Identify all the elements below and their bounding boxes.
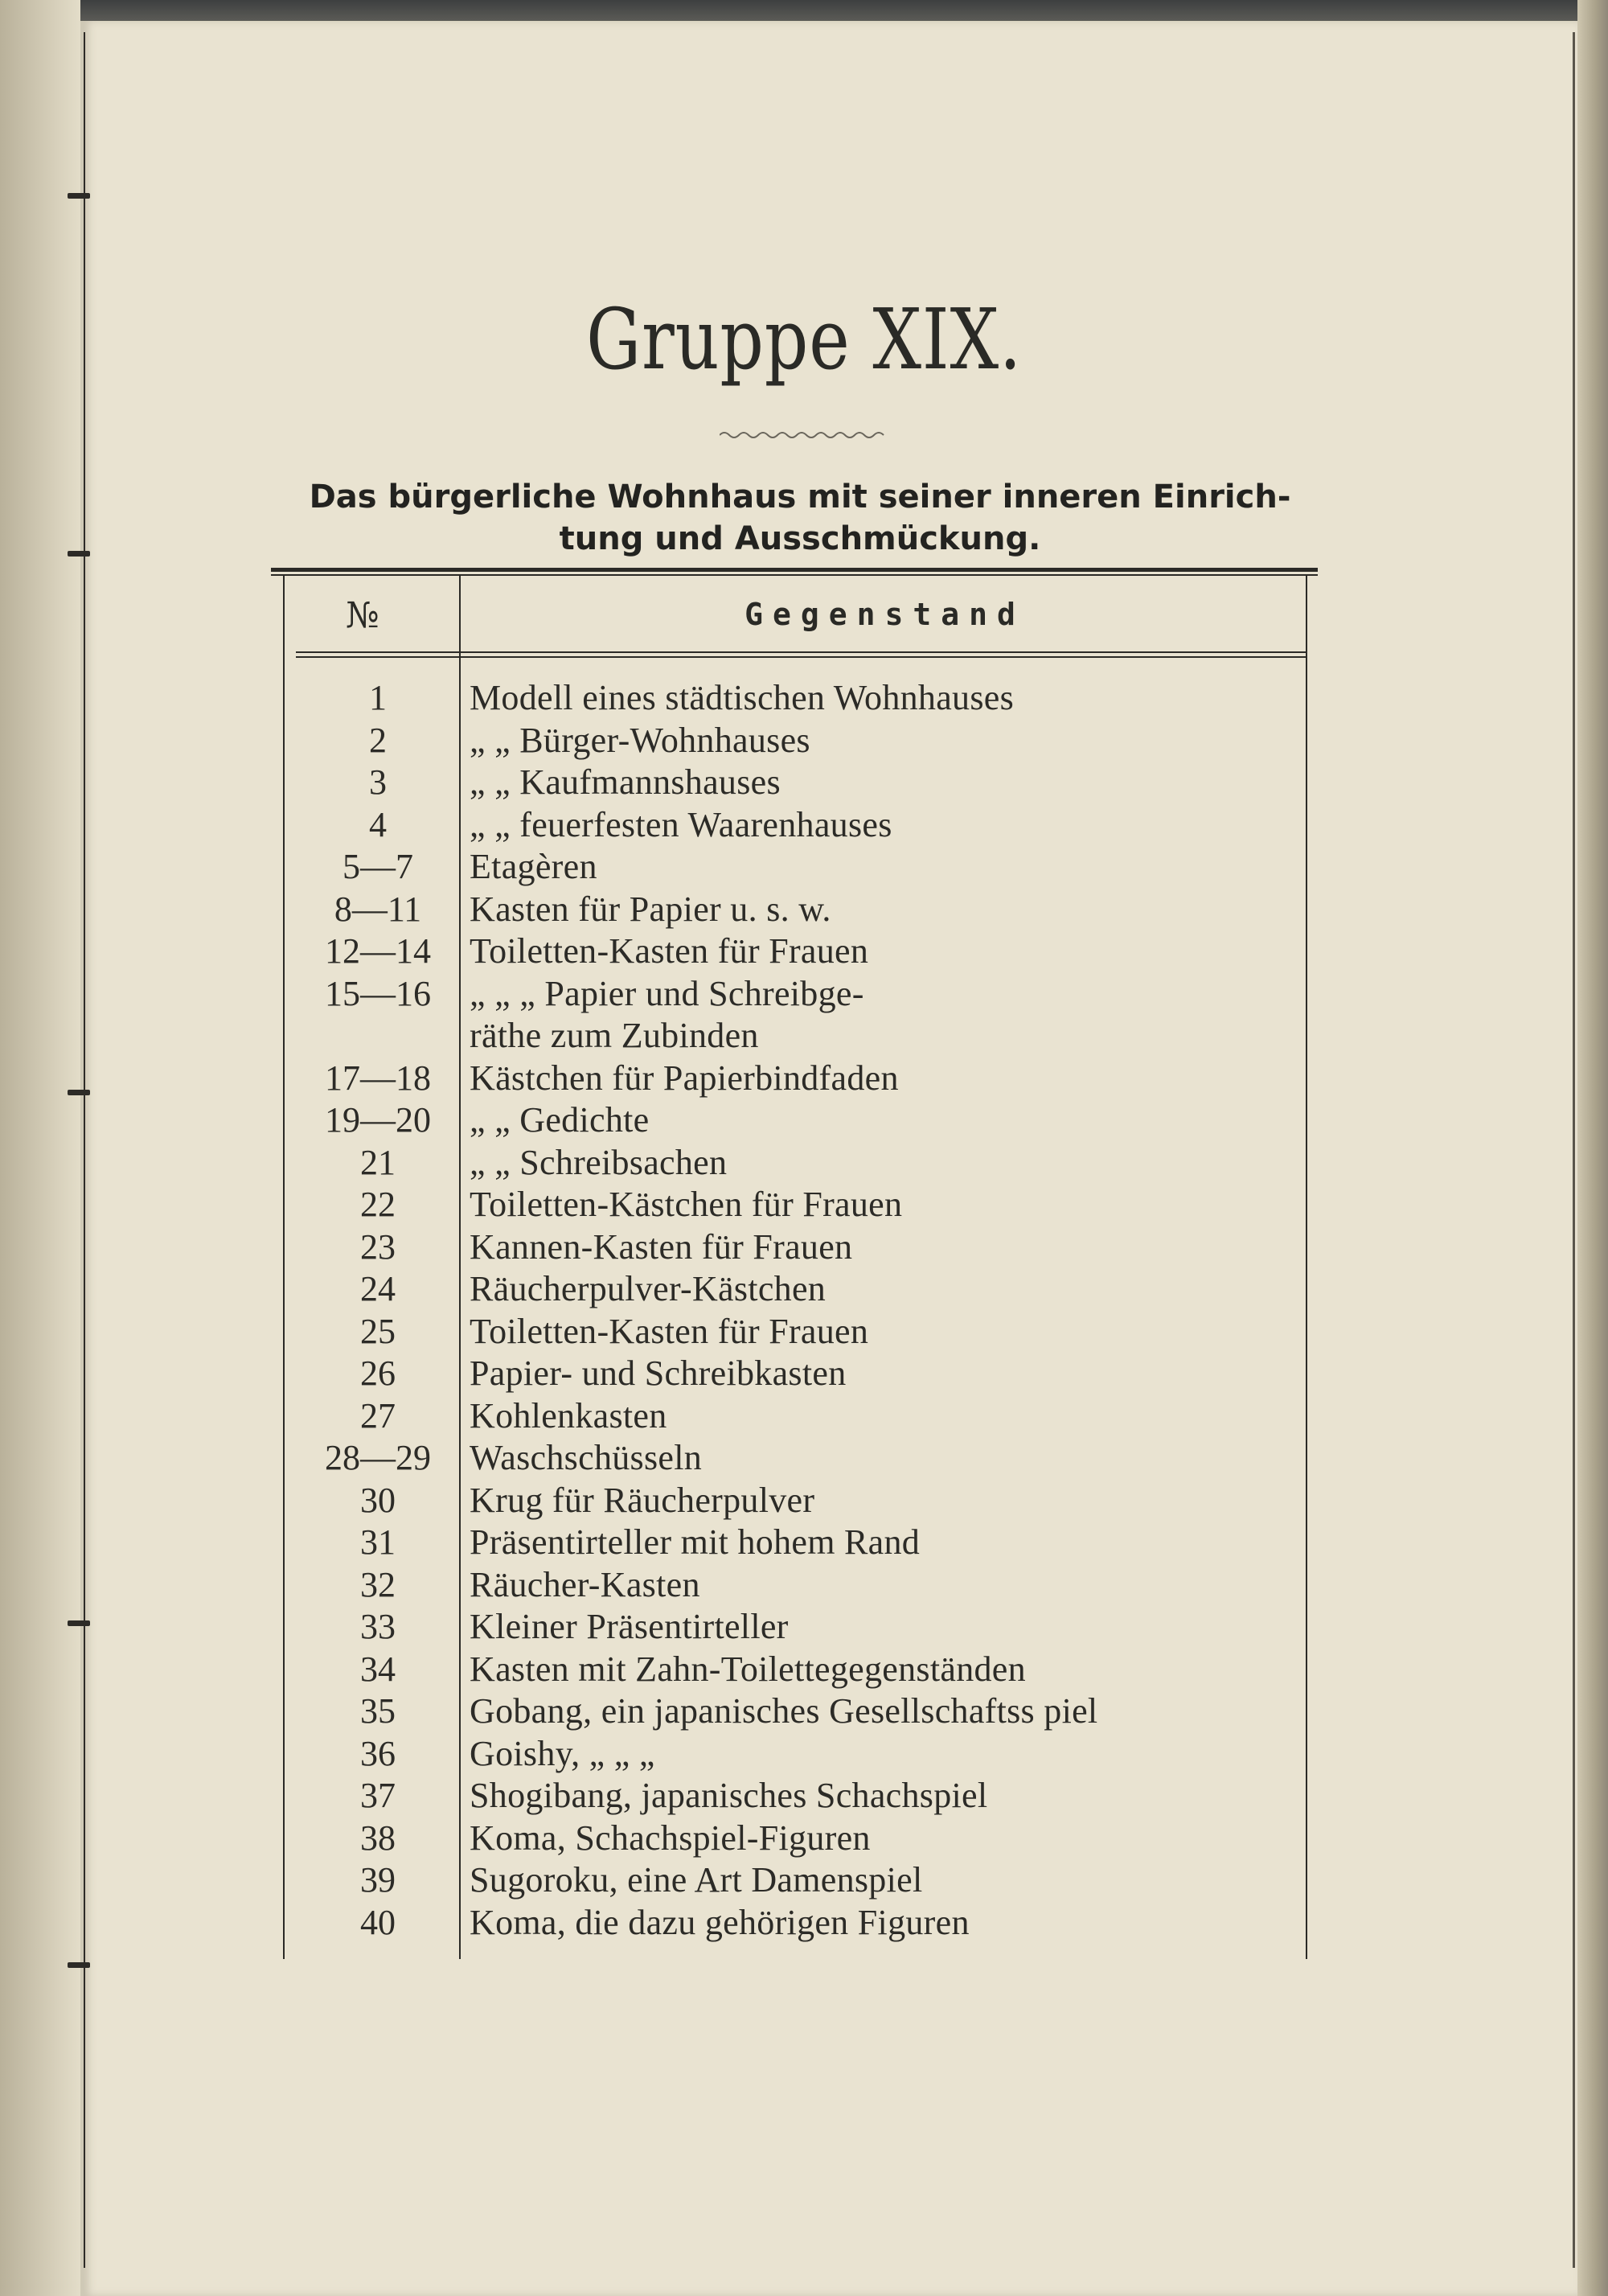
item-number: 34 [360, 1649, 396, 1689]
item-description [458, 846, 1311, 889]
item-description-line: Krug für Räucherpulver [470, 1480, 815, 1520]
table-row [297, 1395, 1311, 1438]
item-description [458, 677, 1311, 720]
item-description [458, 1859, 1311, 1902]
table-row [297, 1649, 1311, 1691]
table-row [297, 1099, 1311, 1142]
scan-top-edge [0, 0, 1608, 21]
item-number: 40 [360, 1902, 396, 1942]
table-row [297, 1184, 1311, 1226]
item-description [458, 1733, 1311, 1776]
item-number: 19—20 [325, 1100, 431, 1140]
item-description-line: Etagèren [470, 847, 597, 886]
item-description [458, 1564, 1311, 1607]
table-row [297, 1690, 1311, 1733]
item-description-line: Modell eines städtischen Wohnhauses [470, 678, 1015, 717]
item-description-line: Kleiner Präsentirteller [470, 1607, 789, 1646]
item-description-line: Kohlenkasten [470, 1395, 667, 1436]
table-row [297, 1902, 1311, 1945]
table-row [297, 846, 1311, 889]
item-description-line: Räucher-Kasten [470, 1564, 700, 1604]
item-description [458, 1184, 1311, 1226]
item-description-line: Präsentirteller mit hohem Rand [470, 1522, 921, 1562]
item-description [458, 762, 1311, 804]
item-description [458, 720, 1311, 762]
item-number: 31 [360, 1522, 396, 1562]
table-header-rule [296, 651, 1306, 653]
item-description-line: Shogibang, japanisches Schachspiel [470, 1776, 988, 1815]
item-number: 24 [360, 1269, 396, 1308]
item-number: 12—14 [325, 931, 431, 971]
table-header-rule-second [296, 656, 1306, 658]
item-description-line: Goishy, „ „ „ [470, 1733, 655, 1773]
item-description [458, 1395, 1311, 1438]
table-row [297, 889, 1311, 931]
item-description [458, 1690, 1311, 1733]
table-row [297, 1058, 1311, 1100]
item-description [458, 889, 1311, 931]
table-top-rule-thin [271, 574, 1318, 576]
item-number: 8—11 [334, 889, 422, 929]
table-row [297, 973, 1311, 1058]
decorative-squiggle [720, 429, 888, 442]
item-description-line: Kannen-Kasten für Frauen [470, 1226, 853, 1267]
item-number: 32 [360, 1564, 396, 1604]
table-row [297, 1775, 1311, 1817]
item-description-continuation: räthe zum Zubinden [470, 1016, 759, 1055]
item-description [458, 1649, 1311, 1691]
binding-thread-line [84, 32, 85, 2268]
scan-binding-margin [0, 0, 80, 2296]
item-description [458, 1353, 1311, 1395]
item-description-line: Kasten für Papier u. s. w. [470, 889, 831, 929]
table-row [297, 720, 1311, 762]
item-number: 22 [360, 1185, 396, 1224]
item-description-line: „ „ Bürger-Wohnhauses [470, 720, 810, 760]
table-row [297, 1437, 1311, 1480]
item-number: 33 [360, 1607, 396, 1646]
item-description [458, 1522, 1311, 1564]
table-row [297, 762, 1311, 804]
item-description-line: Räucherpulver-Kästchen [470, 1269, 827, 1308]
item-description-line: „ „ Gedichte [470, 1100, 650, 1140]
item-number: 23 [360, 1226, 396, 1267]
subtitle-line-2: tung und Ausschmückung. [559, 520, 1041, 557]
item-number: 4 [369, 804, 387, 844]
table-top-rule [271, 568, 1318, 572]
table-row [297, 1268, 1311, 1311]
table-row [297, 1564, 1311, 1607]
item-description-line: „ „ „ Papier und Schreibge- [470, 973, 864, 1013]
column-header-number: № [346, 595, 379, 636]
item-number: 15—16 [325, 973, 431, 1013]
item-number: 25 [360, 1311, 396, 1351]
item-number: 36 [360, 1733, 396, 1773]
item-description [458, 1480, 1311, 1522]
item-description-line: Papier- und Schreibkasten [470, 1353, 847, 1393]
item-description [458, 1142, 1311, 1185]
page-title: Gruppe XIX. [586, 290, 1022, 388]
item-description [458, 1817, 1311, 1860]
table-row [297, 1226, 1311, 1269]
item-description-line: Sugoroku, eine Art Damenspiel [470, 1860, 923, 1900]
item-description [458, 804, 1311, 847]
table-row [297, 1480, 1311, 1522]
item-description [458, 1268, 1311, 1311]
item-description [458, 1099, 1311, 1142]
item-description-line: Waschschüsseln [470, 1438, 703, 1477]
item-description-line: Koma, die dazu gehörigen Figuren [470, 1902, 970, 1942]
item-number: 21 [360, 1142, 396, 1182]
item-number: 17—18 [325, 1058, 431, 1098]
item-description-line: „ „ Schreibsachen [470, 1142, 728, 1182]
table-row [297, 1353, 1311, 1395]
subtitle-line-1: Das bürgerliche Wohnhaus mit seiner inneren Einrich- [309, 479, 1291, 515]
binding-stitch-mark [68, 193, 90, 199]
table-row [297, 1817, 1311, 1860]
column-header-object: Gegenstand [745, 597, 1025, 632]
page-right-edge [1573, 32, 1575, 2268]
item-number: 38 [360, 1817, 396, 1858]
item-number: 26 [360, 1353, 396, 1393]
item-description-line: Toiletten-Kasten für Frauen [470, 1311, 869, 1351]
table-left-border [283, 576, 285, 1959]
table-row [297, 1311, 1311, 1353]
item-description-line: Koma, Schachspiel-Figuren [470, 1817, 871, 1858]
table-body [297, 677, 1311, 1944]
item-description-line: Gobang, ein japanisches Gesellschaftss piel [470, 1691, 1098, 1731]
page-subtitle [241, 476, 1359, 560]
table-row [297, 677, 1311, 720]
item-description [458, 1902, 1311, 1945]
item-description-line: „ „ feuerfesten Waarenhauses [470, 804, 892, 844]
item-number: 37 [360, 1776, 396, 1815]
item-number: 30 [360, 1480, 396, 1520]
table-row [297, 930, 1311, 973]
item-description [458, 1226, 1311, 1269]
item-number: 39 [360, 1860, 396, 1900]
item-number: 3 [369, 762, 387, 802]
item-description-line: „ „ Kaufmannshauses [470, 762, 781, 802]
scan-right-edge [1577, 0, 1608, 2296]
table-row [297, 1606, 1311, 1649]
item-number: 2 [369, 720, 387, 760]
item-description-line: Toiletten-Kasten für Frauen [470, 931, 869, 971]
item-description-line: Kästchen für Papierbindfaden [470, 1058, 899, 1098]
item-description-line: Kasten mit Zahn-Toilettegegenständen [470, 1649, 1026, 1689]
item-description-line: Toiletten-Kästchen für Frauen [470, 1185, 903, 1224]
item-description [458, 973, 1311, 1058]
item-description [458, 1606, 1311, 1649]
item-number: 5—7 [343, 847, 413, 886]
table-row [297, 1733, 1311, 1776]
item-number: 1 [369, 678, 387, 717]
binding-stitch-mark [68, 551, 90, 557]
item-description [458, 1058, 1311, 1100]
item-description [458, 1775, 1311, 1817]
item-description [458, 1437, 1311, 1480]
item-number: 27 [360, 1395, 396, 1436]
table-row [297, 1142, 1311, 1185]
item-description [458, 930, 1311, 973]
item-number: 35 [360, 1691, 396, 1731]
item-description [458, 1311, 1311, 1353]
item-number: 28—29 [325, 1438, 431, 1477]
table-row [297, 804, 1311, 847]
table-row [297, 1522, 1311, 1564]
table-row [297, 1859, 1311, 1902]
binding-stitch-mark [68, 1090, 90, 1095]
binding-stitch-mark [68, 1962, 90, 1968]
binding-stitch-mark [68, 1620, 90, 1626]
